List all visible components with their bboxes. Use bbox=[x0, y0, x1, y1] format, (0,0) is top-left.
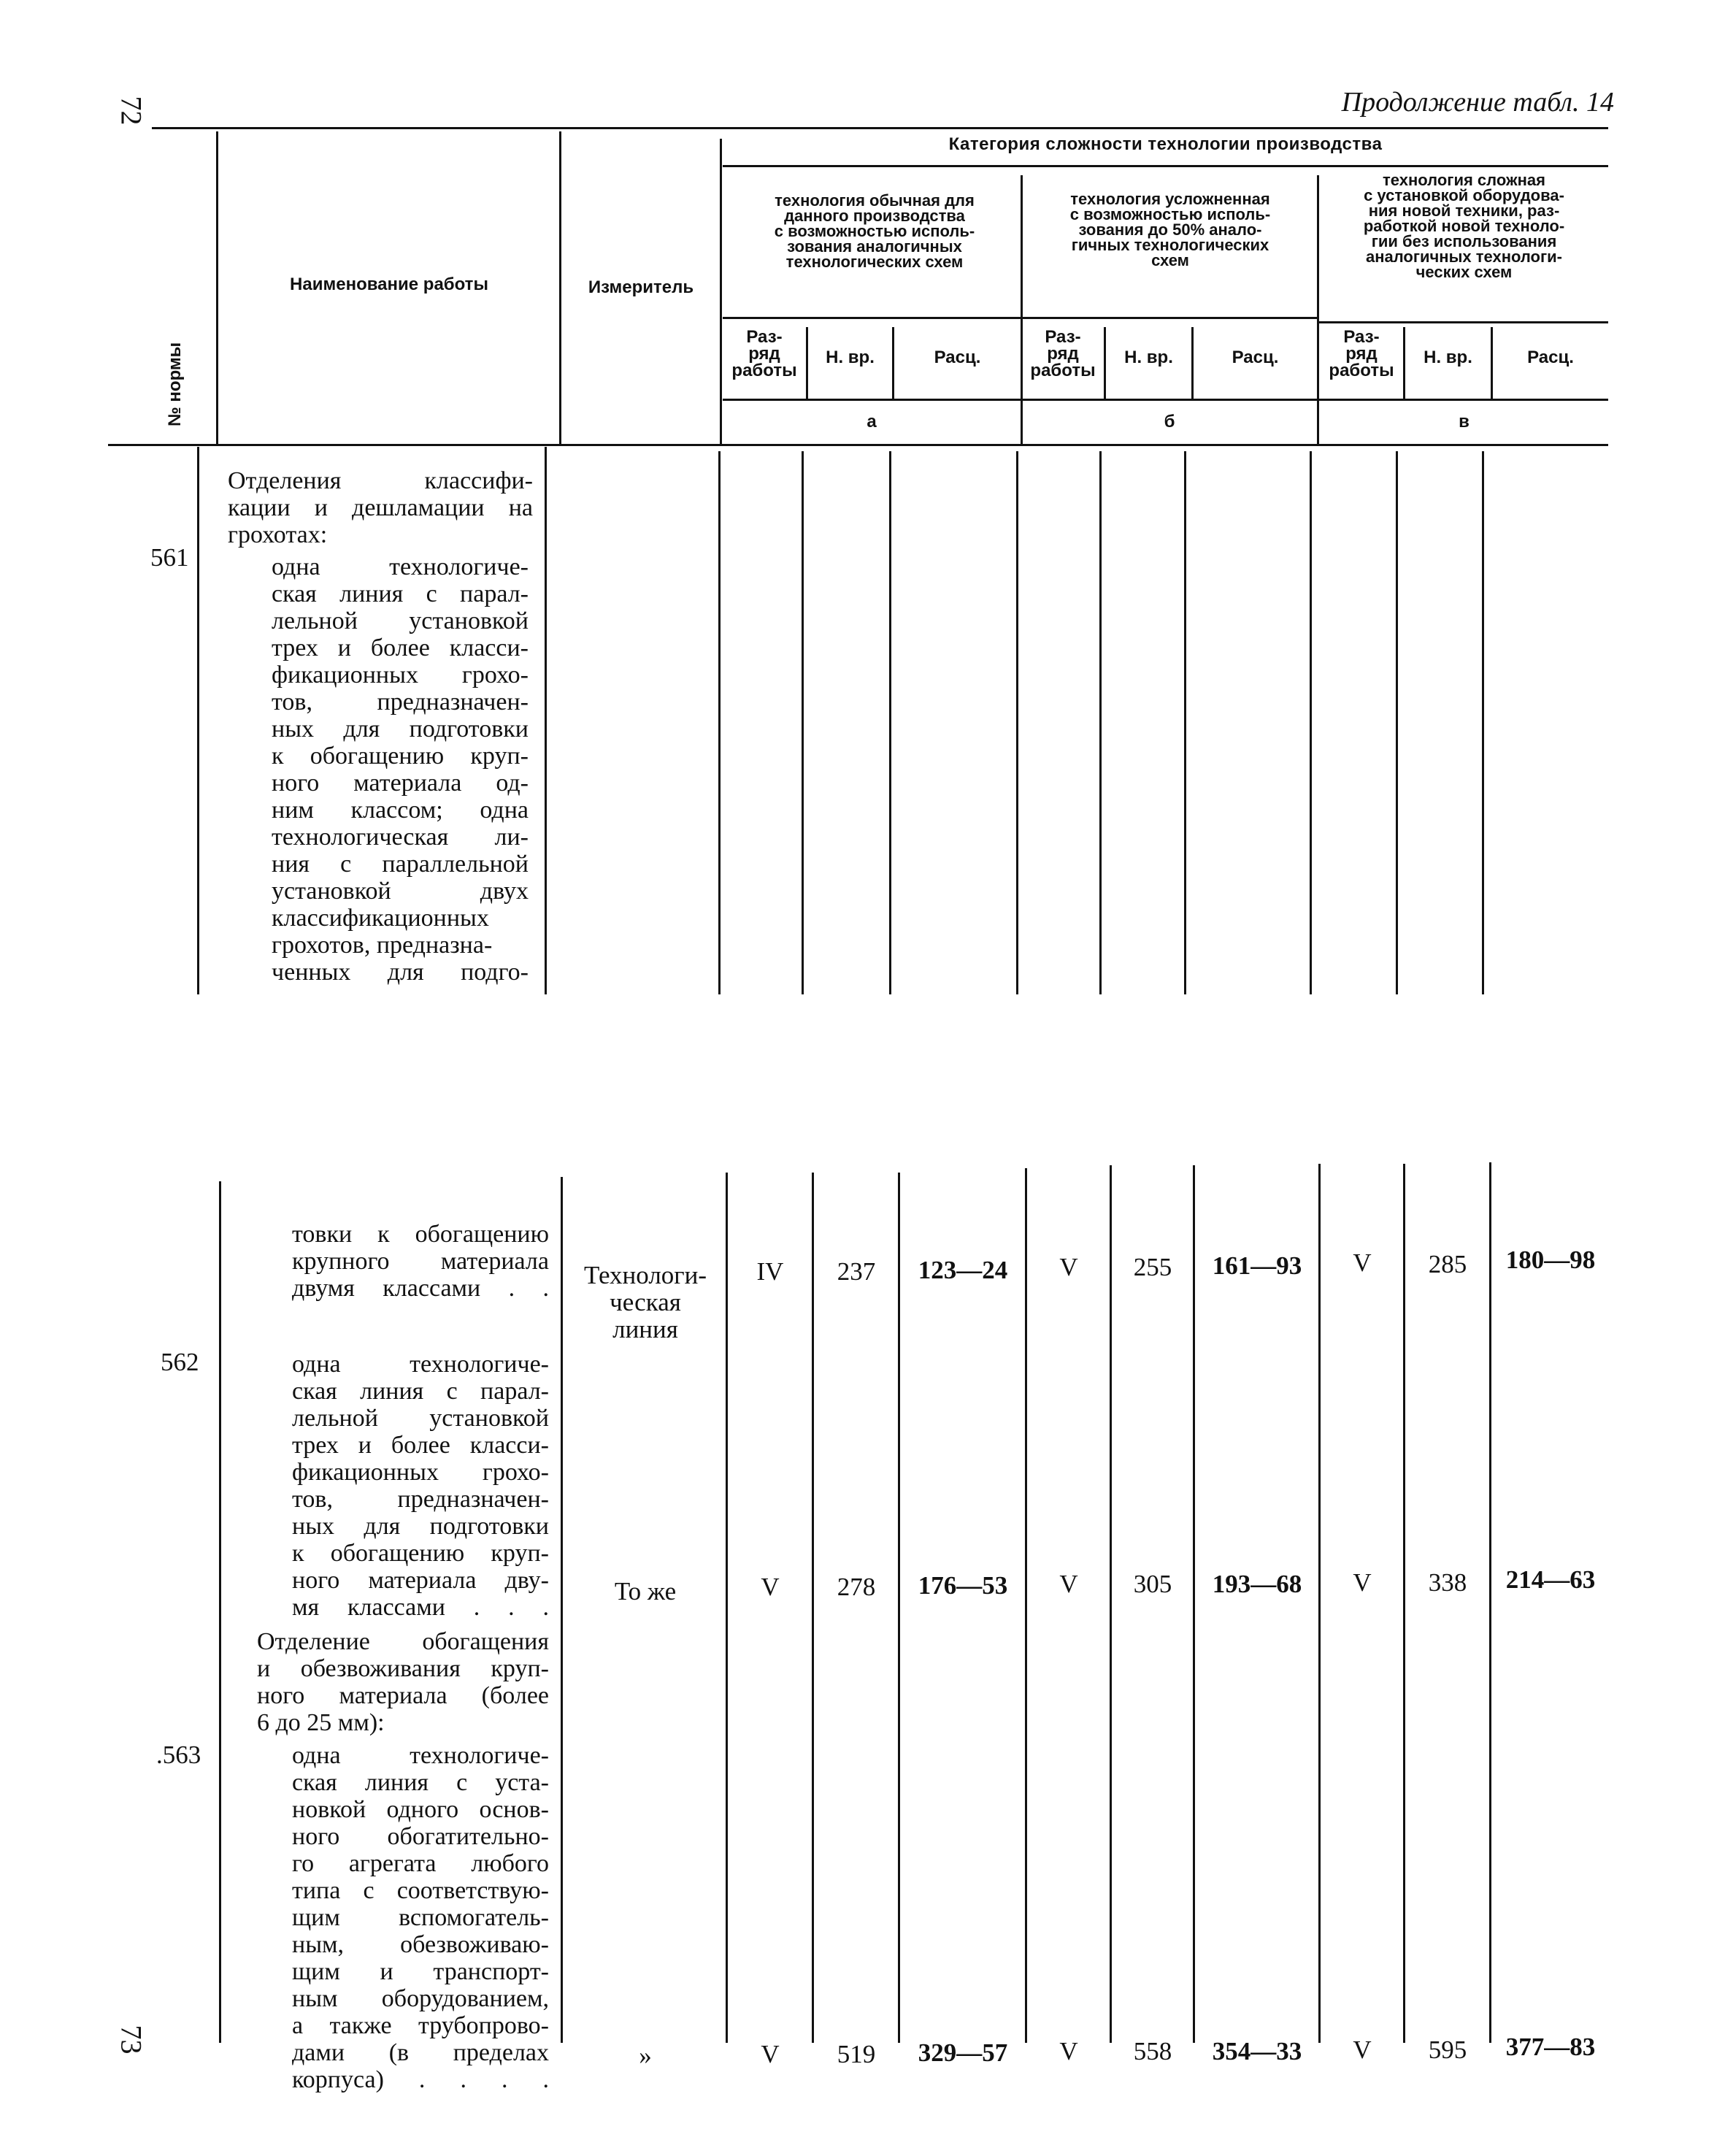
sub-grade-a: Раз- ряд работы bbox=[731, 327, 797, 380]
r562-time-b: 305 bbox=[1133, 1570, 1172, 1598]
s1-line-c1 bbox=[1396, 451, 1398, 994]
subheader-rule-a bbox=[723, 399, 1608, 401]
group-rule-a bbox=[723, 317, 1021, 319]
r561-grade-a: IV bbox=[756, 1257, 784, 1286]
group-c-letter: в bbox=[1459, 412, 1469, 431]
sub-rate-a: Расц. bbox=[934, 348, 981, 367]
r563-grade-b: V bbox=[1059, 2037, 1078, 2065]
sub-grade-b: Раз- ряд работы bbox=[1030, 327, 1096, 380]
top-page-number: 72 bbox=[115, 96, 148, 126]
r562-time-c: 338 bbox=[1428, 1568, 1467, 1597]
col-line-1 bbox=[216, 131, 218, 445]
s1-line-c2 bbox=[1482, 451, 1484, 994]
r561-time-c: 285 bbox=[1428, 1250, 1467, 1278]
r563-grade-c: V bbox=[1353, 2036, 1372, 2064]
category-rule bbox=[723, 165, 1608, 167]
col-line-2 bbox=[559, 131, 561, 445]
r561-time-b: 255 bbox=[1133, 1253, 1172, 1281]
r561-time-a: 237 bbox=[837, 1257, 876, 1286]
norm-562: 562 bbox=[161, 1348, 199, 1376]
s1-line-a1 bbox=[802, 451, 804, 994]
norm-563: .563 bbox=[156, 1741, 201, 1769]
s2-line-b1 bbox=[1110, 1165, 1112, 2043]
section1-heading: Отделения классифи- кации и дешламации на грохотах: bbox=[228, 467, 533, 548]
sub-time-c: Н. вр. bbox=[1424, 348, 1472, 367]
s2-line-c1 bbox=[1403, 1164, 1405, 2043]
r563-grade-a: V bbox=[761, 2040, 780, 2068]
r562-grade-b: V bbox=[1059, 1570, 1078, 1598]
s1-line-unit bbox=[545, 447, 547, 994]
sub-rate-c: Расц. bbox=[1527, 348, 1574, 367]
col-line-4 bbox=[1021, 175, 1023, 445]
col-name: Наименование работы bbox=[290, 275, 488, 294]
group-c-title: технология сложная с установкой оборудова- ния новой техники, раз- работкой новой техноло- гии без использования аналогичных технологи- ческих схем bbox=[1363, 171, 1565, 281]
r563-rate-a: 329—57 bbox=[918, 2038, 1008, 2067]
sub-rate-b: Расц. bbox=[1232, 348, 1279, 367]
s1-line-b0 bbox=[1016, 451, 1018, 994]
r561-grade-c: V bbox=[1353, 1248, 1372, 1277]
sub-time-b: Н. вр. bbox=[1124, 348, 1173, 367]
r561-grade-b: V bbox=[1059, 1253, 1078, 1281]
r562-rate-b: 193—68 bbox=[1212, 1570, 1302, 1598]
s1-line-name bbox=[197, 447, 199, 994]
group-rule-b bbox=[1021, 317, 1317, 319]
s1-line-a0 bbox=[718, 451, 721, 994]
r562-rate-a: 176—53 bbox=[918, 1571, 1008, 1600]
unit-561: Технологи- ческая линия bbox=[583, 1261, 707, 1343]
s2-line-unit bbox=[561, 1177, 563, 2043]
col-line-3 bbox=[720, 139, 722, 445]
category-title: Категория сложности технологии производства bbox=[948, 134, 1383, 154]
sub-grade-c: Раз- ряд работы bbox=[1329, 327, 1394, 380]
r561-rate-b: 161—93 bbox=[1212, 1251, 1302, 1280]
text-563: одна технологиче- ская линия с уста- новкой одного основ- ного обогатительно- го агрегата любого типа с соответствую- щим вспомогатель- ным, обезвоживаю- щим и транспорт- ным оборудованием, а также трубопрово- дами (в пределах корпуса) . . . . bbox=[292, 1742, 549, 2093]
text-561: одна технологиче- ская линия с парал- лельной установкой трех и более класси- фикационных грохо- тов, предназначен- ных для подготовки к обогащению круп- ного материала од- ним классом; одна технологическая ли- ния с параллельной установкой двух классификационных грохотов, предназна- ченных для подго- bbox=[272, 553, 529, 986]
r563-time-a: 519 bbox=[837, 2040, 876, 2068]
text-561-cont: товки к обогащению крупного материала двумя классами . . bbox=[292, 1221, 549, 1302]
r563-rate-b: 354—33 bbox=[1212, 2037, 1302, 2065]
s1-line-b2 bbox=[1184, 451, 1186, 994]
continuation-label: Продолжение табл. 14 bbox=[1341, 87, 1614, 118]
s1-line-b1 bbox=[1099, 451, 1102, 994]
r563-time-b: 558 bbox=[1133, 2037, 1172, 2065]
s2-line-b2 bbox=[1193, 1165, 1195, 2043]
r562-grade-c: V bbox=[1353, 1568, 1372, 1597]
r562-time-a: 278 bbox=[837, 1573, 876, 1601]
s2-line-b0 bbox=[1025, 1168, 1027, 2043]
s2-line-left bbox=[219, 1181, 221, 2043]
r563-rate-c: 377—83 bbox=[1505, 2033, 1596, 2061]
group-b-title: технология усложненная с возможностью исполь- зования до 50% анало- гичных технологических схем bbox=[1069, 190, 1271, 269]
s2-line-a1 bbox=[812, 1173, 814, 2043]
unit-563: » bbox=[639, 2041, 652, 2070]
heading-563: Отделение обогащения и обезвоживания круп- ного материала (более 6 до 25 мм): bbox=[257, 1628, 549, 1736]
s1-line-a2 bbox=[889, 451, 891, 994]
text-562: одна технологиче- ская линия с парал- лельной установкой трех и более класси- фикационных грохо- тов, предназначен- ных для подготовки к обогащению круп- ного материала дву- мя классами . . . bbox=[292, 1351, 549, 1621]
r561-rate-a: 123—24 bbox=[918, 1256, 1008, 1284]
s2-line-a2 bbox=[898, 1173, 900, 2043]
group-a-title: технология обычная для данного производства с возможностью исполь- зования аналогичных технологических схем bbox=[774, 191, 975, 271]
r562-rate-c: 214—63 bbox=[1505, 1565, 1596, 1594]
s1-line-c0 bbox=[1310, 451, 1312, 994]
r562-grade-a: V bbox=[761, 1573, 780, 1601]
group-a-letter: а bbox=[867, 412, 877, 431]
norm-561: 561 bbox=[150, 543, 189, 572]
header-top-rule bbox=[152, 127, 1608, 129]
r561-rate-c: 180—98 bbox=[1505, 1246, 1596, 1274]
header-bottom-rule bbox=[108, 444, 1608, 446]
s2-line-c0 bbox=[1318, 1164, 1321, 2043]
bottom-page-number: 73 bbox=[115, 2025, 148, 2055]
unit-562: То же bbox=[614, 1577, 677, 1606]
sub-time-a: Н. вр. bbox=[826, 348, 875, 367]
col-line-5 bbox=[1317, 175, 1319, 445]
s2-line-c2 bbox=[1489, 1162, 1491, 2043]
s2-line-a0 bbox=[726, 1173, 728, 2043]
r563-time-c: 595 bbox=[1428, 2036, 1467, 2064]
group-rule-c bbox=[1317, 321, 1608, 323]
col-norm-no: № нормы bbox=[165, 342, 185, 426]
col-unit: Измеритель bbox=[588, 277, 694, 297]
group-b-letter: б bbox=[1164, 412, 1175, 431]
